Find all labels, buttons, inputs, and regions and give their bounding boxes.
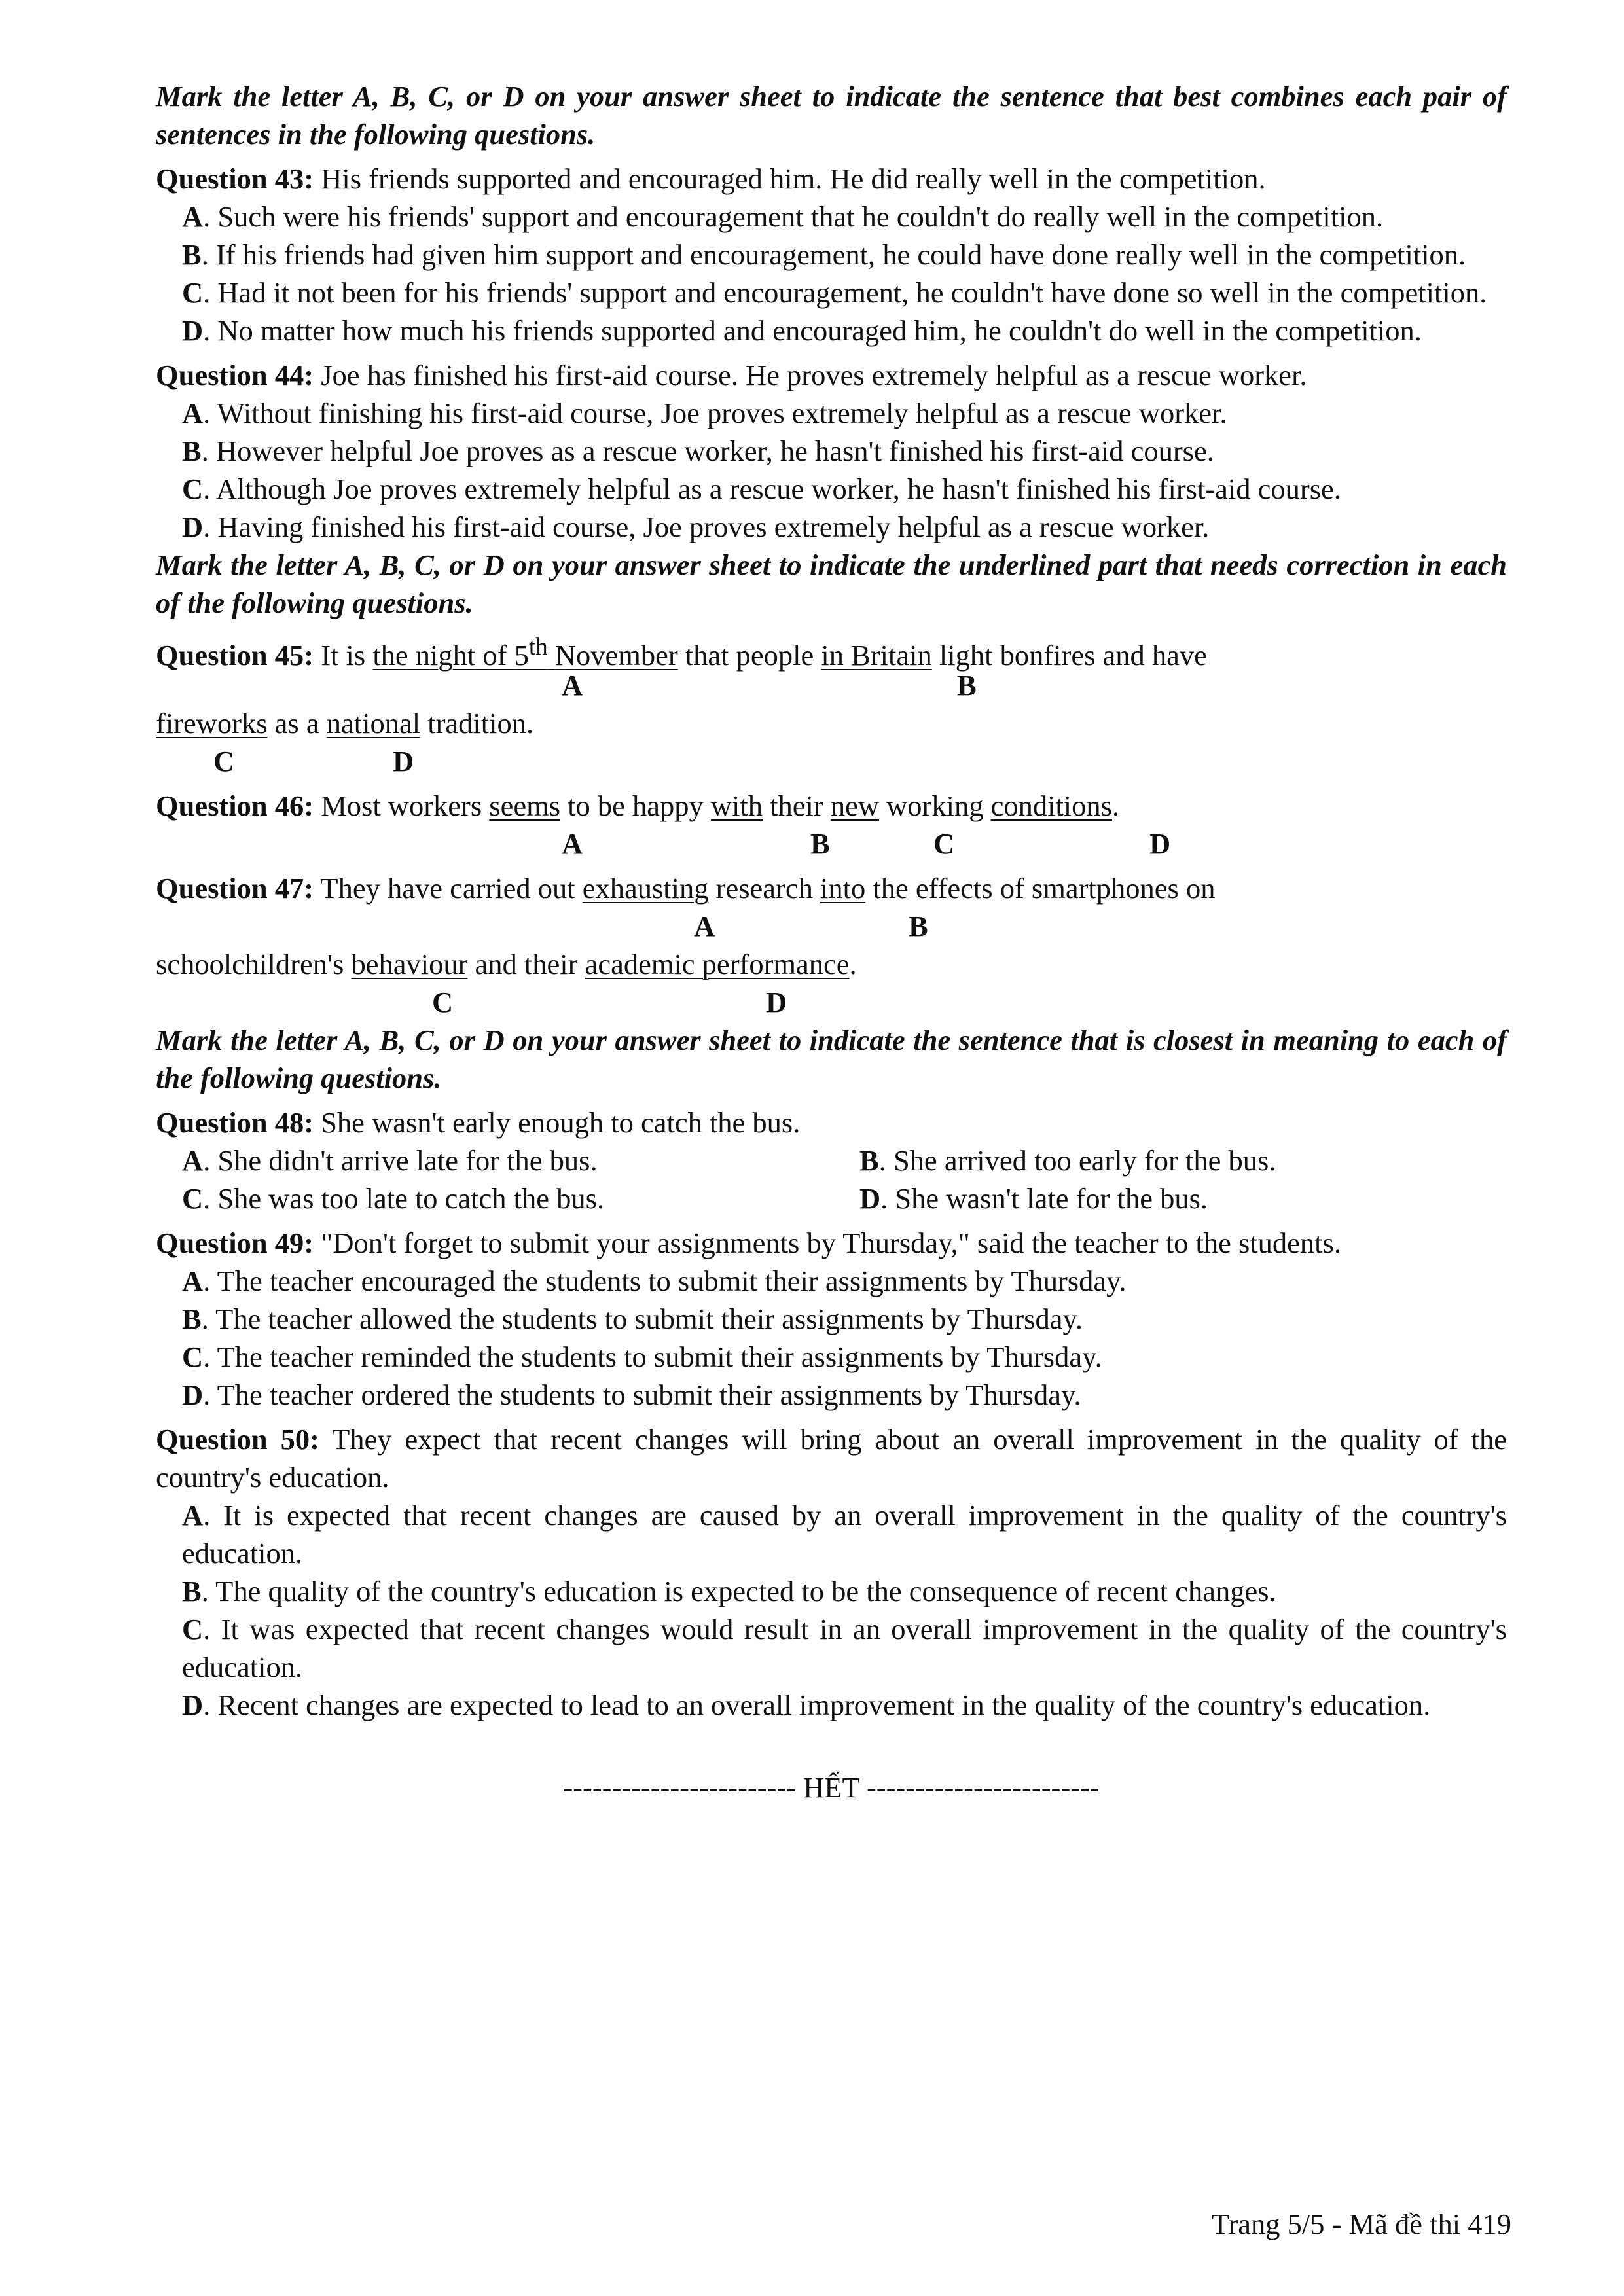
marker-a: A — [694, 910, 715, 942]
underlined-part-d: conditions — [990, 789, 1112, 822]
option-b: B. The quality of the country's education is expected to be the consequence of recent changes. — [182, 1575, 1276, 1607]
question-44 — [156, 356, 1507, 546]
question-stem: His friends supported and encouraged him. He did really well in the competition. — [321, 162, 1266, 195]
underlined-part-a: the night of 5th November — [372, 634, 678, 672]
question-stem: Joe has finished his first-aid course. He proves extremely helpful as a rescue worker. — [321, 359, 1307, 391]
question-stem: "Don't forget to submit your assignments by Thursday," said the teacher to the students. — [321, 1227, 1341, 1259]
option-a: A. It is expected that recent changes are caused by an overall improvement in the quality of the country's education. — [182, 1499, 1507, 1570]
question-label: Question 47: — [156, 872, 314, 905]
question-label: Question 45: — [156, 638, 314, 672]
marker-d: D — [393, 745, 414, 778]
question-48 — [156, 1103, 1507, 1217]
question-49 — [156, 1224, 1507, 1414]
option-a: A. Without finishing his first-aid course, Joe proves extremely helpful as a rescue worker. — [182, 397, 1227, 429]
underlined-part-c: behaviour — [351, 948, 468, 980]
underlined-part-a: seems — [489, 789, 561, 822]
section-instruction-correction: Mark the letter A, B, C, or D on your answer sheet to indicate the underlined part that needs correction in each of the following questions. — [156, 548, 1507, 619]
question-label: Question 46: — [156, 789, 314, 822]
end-marker: ------------------------ HẾT ------------------------ — [563, 1771, 1100, 1804]
underlined-part-c: new — [830, 789, 879, 822]
question-label: Question 44: — [156, 359, 314, 391]
option-a: A. Such were his friends' support and encouragement that he couldn't do really well in the competition. — [182, 200, 1384, 233]
question-45: Question 45: It is the night of 5th November that people in Britain light bonfires and have A B fireworks as a national tradition. C D — [156, 628, 1507, 780]
option-d: D. No matter how much his friends supported and encouraged him, he couldn't do well in the competition. — [182, 314, 1422, 347]
marker-c: C — [432, 986, 454, 1018]
marker-b: B — [957, 669, 977, 702]
option-d: D. The teacher ordered the students to submit their assignments by Thursday. — [182, 1378, 1081, 1411]
underlined-part-d: academic performance — [585, 948, 850, 980]
option-d: D. Having finished his first-aid course, Joe proves extremely helpful as a rescue worker. — [182, 511, 1210, 543]
option-b: B. She arrived too early for the bus. — [859, 1144, 1276, 1177]
option-c: C. It was expected that recent changes would result in an overall improvement in the quality of the country's education. — [182, 1613, 1507, 1683]
marker-c: C — [213, 745, 235, 778]
option-c: C. Had it not been for his friends' support and encouragement, he couldn't have done so well in the competition. — [182, 276, 1487, 309]
page-footer: Trang 5/5 - Mã đề thi 419 — [1211, 2208, 1511, 2240]
question-label: Question 48: — [156, 1106, 314, 1139]
underlined-part-b: in Britain — [821, 638, 932, 672]
option-a: A. She didn't arrive late for the bus. — [182, 1144, 598, 1177]
question-label: Question 49: — [156, 1227, 314, 1259]
option-b: B. The teacher allowed the students to submit their assignments by Thursday. — [182, 1302, 1083, 1335]
option-c: C. The teacher reminded the students to submit their assignments by Thursday. — [182, 1340, 1102, 1373]
question-43 — [156, 160, 1507, 350]
marker-b: B — [810, 827, 830, 860]
question-46: Question 46: Most workers seems to be happy with their new working conditions. A B C D — [156, 787, 1507, 863]
marker-b: B — [909, 910, 928, 942]
marker-c: C — [933, 827, 955, 860]
question-47: Question 47: They have carried out exhausting research into the effects of smartphones on A B schoolchildren's behaviour and their academic performance. C D — [156, 869, 1507, 1021]
section-instruction-combine: Mark the letter A, B, C, or D on your answer sheet to indicate the sentence that best combines each pair of sentences in the following questions. — [156, 80, 1507, 151]
exam-page — [156, 77, 1507, 1806]
underlined-part-b: into — [820, 872, 866, 905]
marker-d: D — [766, 986, 787, 1018]
option-d: D. Recent changes are expected to lead to an overall improvement in the quality of the country's education. — [182, 1689, 1431, 1721]
underlined-part-b: with — [710, 789, 763, 822]
option-d: D. She wasn't late for the bus. — [859, 1182, 1208, 1215]
marker-d: D — [1149, 827, 1171, 860]
section-instruction-meaning: Mark the letter A, B, C, or D on your answer sheet to indicate the sentence that is closest in meaning to each of the following questions. — [156, 1024, 1507, 1094]
option-c: C. She was too late to catch the bus. — [182, 1182, 605, 1215]
underlined-part-d: national — [326, 707, 421, 740]
underlined-part-c: fireworks — [156, 707, 268, 740]
underlined-part-a: exhausting — [582, 872, 709, 905]
question-label: Question 50: — [156, 1423, 319, 1456]
option-c: C. Although Joe proves extremely helpful as a rescue worker, he hasn't finished his first-aid course. — [182, 473, 1341, 505]
option-b: B. However helpful Joe proves as a rescue worker, he hasn't finished his first-aid course. — [182, 435, 1214, 467]
marker-a: A — [562, 669, 583, 702]
marker-a: A — [562, 827, 583, 860]
option-b: B. If his friends had given him support and encouragement, he could have done really well in the competition. — [182, 238, 1466, 271]
question-stem: They expect that recent changes will bring about an overall improvement in the quality of the country's education. — [156, 1423, 1507, 1494]
question-label: Question 43: — [156, 162, 314, 195]
option-a: A. The teacher encouraged the students to submit their assignments by Thursday. — [182, 1265, 1127, 1297]
question-50 — [156, 1420, 1507, 1724]
question-stem: She wasn't early enough to catch the bus. — [321, 1106, 801, 1139]
